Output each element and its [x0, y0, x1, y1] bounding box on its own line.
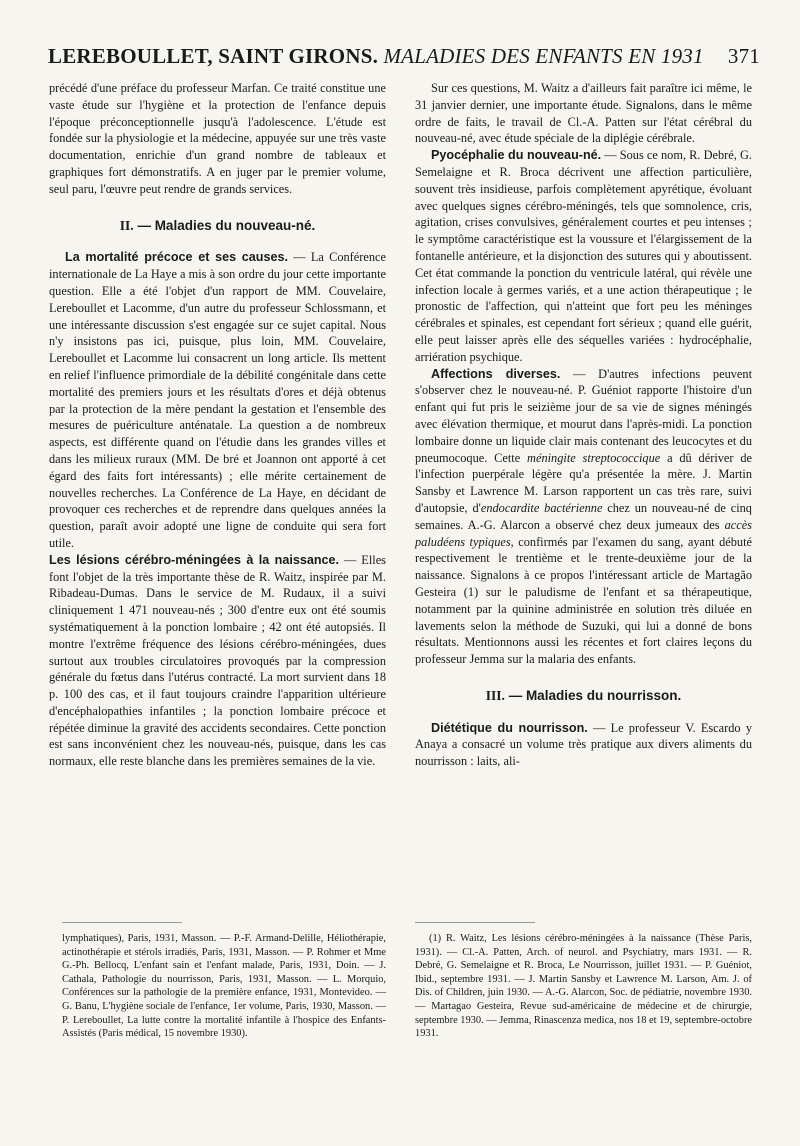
runin-heading: Affections diverses.	[431, 366, 561, 381]
footnote-text: lymphatiques), Paris, 1931, Masson. — P.-F. Armand-Delille, Héliothérapie, actinothérapie et stérols irradiés, Paris, 1931, Masson. — P. Rohmer et Mme G.-Ph. Bellocq, L'enfant sain et l'enfant malade, Paris, 1931, Doin. — J. Cathala, Pathologie du nourrisson, Paris, 1931, Masson. — L. Morquio, Conférences sur la pathologie de la première enfance, 1931, Montevideo. — G. Banu, L'hygiène sociale de l'enfance, 1er volume, Paris, 1930, Masson. — P. Lereboullet, La lutte contre la mortalité infantile à l'hospice des Enfants-Assistés (Paris médical, 15 novembre 1930).	[62, 933, 386, 1040]
page-number: 371	[727, 44, 760, 68]
left-column	[49, 80, 386, 770]
paragraph-affections	[415, 366, 752, 668]
section-number: III.	[485, 687, 505, 703]
paragraph-body: — Le professeur V. Escardo y Anaya a consacré un volume très pratique aux divers aliments du nourrisson : laits, ali-	[415, 720, 752, 769]
footnote-divider	[415, 922, 535, 923]
section-heading-nourrisson	[415, 688, 752, 705]
paragraph-pyocephalie	[415, 147, 752, 365]
paragraph-body: — La Conférence internationale de La Haye a mis à son ordre du jour cette importante question. Elle a été l'objet d'un rapport de MM. Couvelaire, Lereboullet et Lacomme, d'un autre du professeur Schlossmann, et une intéressante discussion s'est engagée sur ce sujet capital. Nous n'y insistons pas ici, puisque, plus loin, MM. Couvelaire, Lereboullet et Lacomme lui consacrent un long article. Ils mettent en relief l'influence primordiale de la débilité congénitale dans cette mortalité des premiers jours et les résultats d'ores et déjà obtenus par la protection de la mère pendant la gestation et l'ensemble des mesures de puériculture anténatale. La question a de nombreux aspects, est différente quand on l'étudie dans les grandes villes et dans les milieux ruraux (MM. De bré et Joannon ont apporté à cet égard des faits fort intéressants) ; elle mérite certainement de nouvelles recherches. La Conférence de La Haye, en décidant de provoquer ces recherches et de reprendre dans quelques années la question, paraît avoir adopté une ligne de conduite qui sera fort utile.	[49, 250, 386, 550]
paragraph-dietetique	[415, 720, 752, 770]
runin-heading: Les lésions cérébro-méningées à la naissance.	[49, 552, 340, 567]
paragraph-body-part: a dû dériver de l'infection puerpérale légère qu'a présentée la mère. J. Martin Sansby et Lawrence M. Larson rapportent un cas très rare, suivi d'autopsie, d'	[415, 450, 752, 515]
section-title: — Maladies du nouveau-né.	[137, 217, 316, 233]
paragraph-mortalite	[49, 249, 386, 551]
runin-heading: La mortalité précoce et ses causes.	[65, 250, 288, 265]
runin-heading: Pyocéphalie du nouveau-né.	[431, 148, 602, 163]
paragraph-body-part: , confirmés par l'examen du sang, ayant débuté respectivement le trentième et le trente-deuxième jour de la naissance. Signalons à ce propos l'intéressant article de Martagão Gesteira (1) sur le paludisme de l'enfant et sa thérapeutique, notamment par la quinine administrée en solution très diluée en lavements selon la méthode de Suzuki, qui lui a donné de bons résultats. Mentionnons aussi les récentes et fort claires leçons du professeur Jemma sur la malaria des enfants.	[415, 534, 752, 667]
footnote-text: (1) R. Waitz, Les lésions cérébro-méningées à la naissance (Thèse Paris, 1931). — Cl.-A. Patten, Arch. of neurol. and Psychiatry, mars 1931. — R. Debré, G. Semelaigne et R. Broca, Le Nourrisson, juillet 1931. — P. Guéniot, Ibid., septembre 1931. — J. Martin Sansby et Lawrence M. Larson, Am. J. of Dis. of Children, juin 1930. — A.-G. Alarcon, Soc. de pédiatrie, novembre 1930. — Martagao Gesteira, Revue sud-américaine de médecine et de chirurgie, septembre 1930. — Jemma, Rinascenza medica, nos 18 et 19, septembre-octobre 1931.	[415, 933, 753, 1040]
footnotes-left	[62, 932, 386, 1041]
italic-term: accès paludéens typiques	[415, 517, 752, 549]
italic-term: méningite streptococcique	[527, 450, 661, 465]
section-heading-nouveau-ne	[49, 218, 386, 235]
right-column	[415, 80, 752, 770]
header-title: MALADIES DES ENFANTS EN 1931	[383, 44, 704, 68]
paragraph-body-part: — D'autres infections peuvent s'observer chez le nouveau-né. P. Guéniot rapporte l'histoire d'un enfant qui fut pris le seizième jour de sa vie de signes méningés avec élévation thermique, et mourut dans l'après-midi. La ponction lombaire donne un liquide clair mais contenant des leucocytes et du pneumocoque. Cette	[415, 366, 752, 465]
section-title: — Maladies du nourrisson.	[508, 687, 682, 703]
paragraph-waitz: Sur ces questions, M. Waitz a d'ailleurs fait paraître ici même, le 31 janvier dernier, une importante étude. Signalons, dans le même ordre de faits, le travail de Cl.-A. Patten sur l'état cérébral du nouveau-né, avec étude spéciale de la diplégie cérébrale.	[415, 81, 752, 146]
paragraph-body: — Elles font l'objet de la très importante thèse de R. Waitz, inspirée par M. Ribadeau-Dumas. Dans le service de M. Rudaux, il a suivi cliniquement 1 471 nouveau-nés ; 300 d'entre eux ont été soumis systématiquement à la ponction lombaire ; 42 ont été autopsiés. Il montre l'extrême fréquence des lésions cérébro-méningées, dues surtout aux troubles circulatoires provoqués par la compression générale du fœtus dans l'utérus contracté. La mort survient dans 18 p. 100 des cas, et il faut toujours craindre l'apparition ultérieure d'encéphalopathies infantiles ; la ponction lombaire précoce et répétée diminue la gravité des accidents secondaires. Cette ponction est sans inconvénient chez les nouveau-nés, puisque, dans les cas normaux, elle reste blanche dans les premières semaines de la vie.	[49, 552, 386, 769]
paragraph-body-part: chez un nouveau-né de cinq semaines. A.-G. Alarcon a observé chez deux jumeaux des	[415, 500, 752, 532]
paragraph-body: — Sous ce nom, R. Debré, G. Semelaigne et R. Broca décrivent une affection particulière, souvent très insidieuse, parfois complètement apyrétique, évoluant avec quelques signes cérébro-méningés, tels que somnolence, cris, agitation, crises convulsives, généralement courtes et peu intenses ; le symptôme caractéristique est la voussure et l'élargissement de la fontanelle antérieure, et la disjonction des sutures qui y aboutissent. Cet état commande la ponction du ventricule latéral, qui révèle une infection locale à germes variés, et a une action thérapeutique ; le pronostic de l'affection, qui n'atteint que fort peu les méninges cérébrales et spinales, est cependant fort sérieux ; quand elle guérit, elle peut laisser après elle des séquelles variées : hydrocéphalie, arriération psychique.	[415, 148, 752, 364]
footnote-divider	[62, 922, 182, 923]
section-number: II.	[119, 217, 134, 233]
running-header	[48, 44, 760, 74]
runin-heading: Diététique du nourrisson.	[431, 720, 588, 735]
italic-term: endocardite bactérienne	[480, 500, 603, 515]
paragraph-lesions	[49, 552, 386, 770]
footnotes-right	[415, 932, 752, 1041]
intro-paragraph: précédé d'une préface du professeur Marfan. Ce traité constitue une vaste étude sur l'hygiène et la protection de l'enfance depuis l'époque préconceptionnelle jusqu'à l'adolescence. L'étude est fondée sur la physiologie et la médecine, appuyée sur une très vaste documentation, enrichie d'un grand nombre de tableaux et graphiques fort démonstratifs. A en juger par le premier volume, seul paru, l'œuvre peut rendre de grands services.	[49, 81, 386, 196]
header-authors: LEREBOULLET, SAINT GIRONS.	[48, 44, 379, 68]
